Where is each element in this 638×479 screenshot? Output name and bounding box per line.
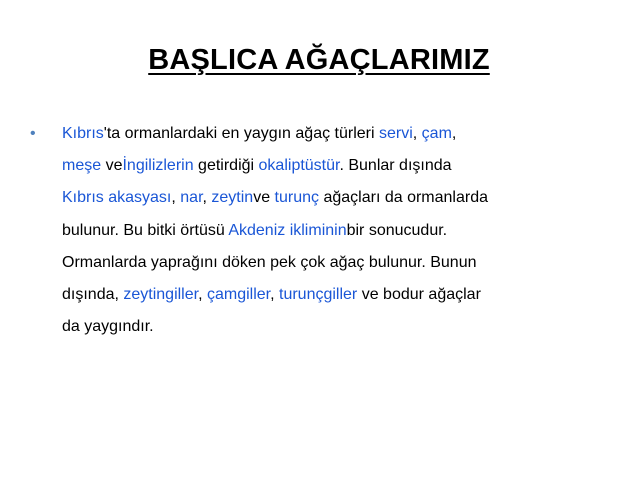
wiki-link[interactable]: Kıbrıs	[62, 125, 104, 142]
wiki-link[interactable]: çam	[421, 125, 452, 142]
wiki-link[interactable]: Kıbrıs akasyası	[62, 189, 172, 207]
paragraph-text: ,	[270, 286, 279, 304]
wiki-link[interactable]: turunç	[274, 189, 320, 207]
paragraph-text: ağaçları da ormanlarda	[319, 189, 488, 207]
paragraph-line	[62, 182, 615, 214]
paragraph-text: ,	[171, 189, 181, 207]
wiki-link[interactable]: servi	[379, 125, 413, 142]
wiki-link[interactable]: çamgiller	[206, 286, 271, 304]
paragraph-text: ve	[253, 189, 275, 207]
paragraph-text: ,	[451, 125, 457, 142]
paragraph-line	[62, 247, 615, 279]
bullet-dot-icon: •	[30, 125, 36, 142]
wiki-link[interactable]: zeytin	[211, 189, 254, 207]
wiki-link[interactable]: zeytingiller	[123, 286, 199, 304]
paragraph-text: ,	[412, 125, 422, 142]
paragraph-text: . Bunlar dışında	[339, 157, 452, 175]
paragraph-text: Ormanlarda yaprağını döken pek çok ağaç bulunur. Bunun	[62, 253, 477, 271]
slide-title: BAŞLICA AĞAÇLARIMIZ	[148, 44, 490, 76]
wiki-link[interactable]: okaliptüstür	[258, 157, 340, 175]
paragraph-line	[62, 311, 615, 343]
paragraph-text: da yaygındır.	[62, 318, 154, 336]
paragraph-text: dışında,	[62, 286, 124, 304]
paragraph-text: getirdiği	[193, 157, 259, 175]
wiki-link[interactable]: meşe	[62, 157, 102, 175]
paragraph-text: ,	[202, 189, 212, 207]
paragraph-line	[62, 150, 615, 182]
bullet-paragraph	[62, 118, 615, 343]
paragraph-text: ,	[198, 286, 207, 304]
paragraph-line	[62, 215, 615, 247]
wiki-link[interactable]: İngilizlerin	[122, 157, 194, 175]
wiki-link[interactable]: turunçgiller	[279, 286, 358, 304]
paragraph-text: bir sonucudur.	[346, 221, 448, 239]
paragraph-line	[62, 279, 615, 311]
paragraph-line	[62, 118, 615, 150]
wiki-link[interactable]: Akdeniz ikliminin	[228, 221, 347, 239]
paragraph-text: ve	[101, 157, 123, 175]
paragraph-text: 'ta ormanlardaki en yaygın ağaç türleri	[103, 125, 379, 142]
wiki-link[interactable]: nar	[180, 189, 203, 207]
paragraph-text: ve bodur ağaçlar	[357, 286, 481, 304]
paragraph-text: bulunur. Bu bitki örtüsü	[62, 221, 229, 239]
bullet-item	[30, 118, 615, 343]
